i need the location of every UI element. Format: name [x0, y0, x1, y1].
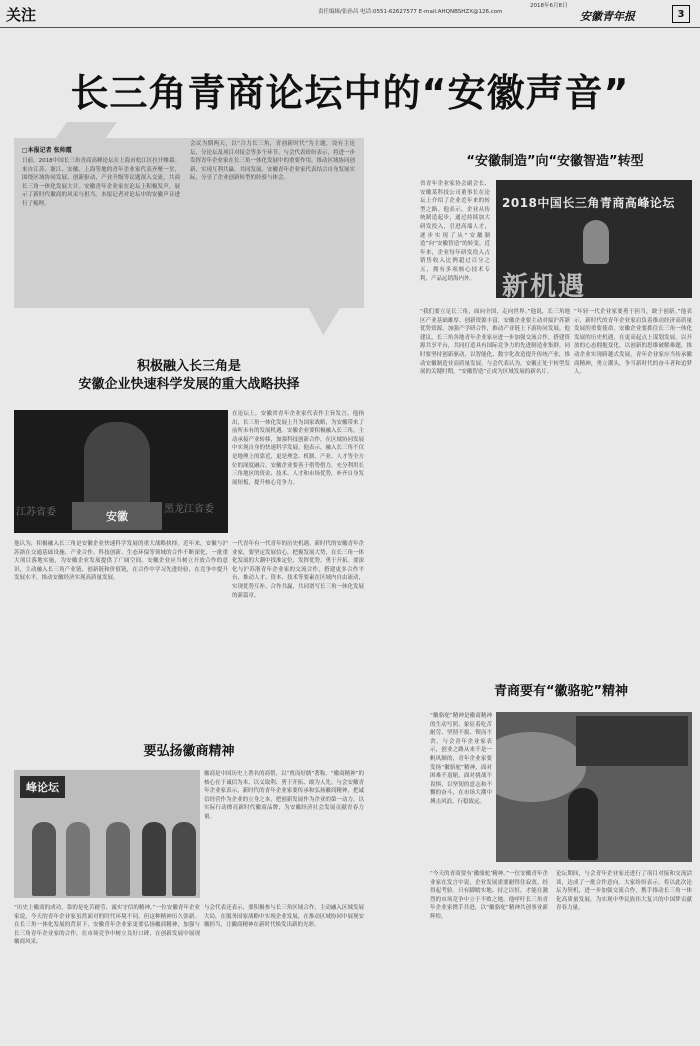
speaker-figure	[583, 220, 609, 264]
section4-text-bottom-left: “今天的青商要有‘徽骆驼’精神。”一位安徽青年企业家在发言中说，企业发展需要耐得住寂寞、经得起考验。只有脚踏实地、持之以恒，才能在激烈的市场竞争中立于不败之地。他呼吁长三角青年企业家携手并进，以“徽骆驼”精神共创事业新辉煌。	[430, 871, 548, 920]
background-sign	[576, 716, 688, 766]
speaker-figure	[84, 422, 150, 508]
photo-banner-text: 2018中国长三角青商高峰论坛	[502, 196, 675, 210]
section3-heading: 要弘扬徽商精神	[143, 744, 235, 759]
section3-text-right-of-photo: 徽商是中国历史上著名的商帮，以“贾而好儒”著称。“徽商精神”的核心在于诚信为本、以义取利、勇于开拓、敢为人先。与会安徽青年企业家表示，新时代的青年企业家要传承和弘扬徽商精神，把诚信经营作为企业的立身之本，把创新发展作为企业的第一动力，以实际行动擦亮新时代徽商品牌，为安徽经济社会发展贡献青春力量。	[204, 771, 364, 820]
masthead: 安徽青年报	[580, 10, 635, 23]
editor-line: 责任编辑/张孙昌 电话:0551-62627577 E-mail:AHQNBSHZX@126.com	[318, 9, 503, 15]
delegate-figure	[142, 822, 166, 896]
delegate-figure	[66, 822, 90, 896]
delegate-figure	[32, 822, 56, 896]
section2-text-right-lower: 一代青年有一代青年的历史机遇。新时代的安徽青年企业家，要坚定发展信心，把握发展大势，在长三角一体化发展的大潮中找准定位，发挥优势，勇于开拓。要深化与沪苏浙青年企业家的交流合作，搭建更多合作平台，推动人才、资本、技术等要素在区域内自由流动，实现优势互补、合作共赢，共同谱写长三角一体化发展的新篇章。	[232, 541, 364, 599]
section2-heading-line2: 安徽企业快速科学发展的重大战略抉择	[78, 377, 300, 392]
section4-heading: 青商要有“徽骆驼”精神	[493, 684, 629, 699]
speaker-podium-photo	[14, 410, 228, 533]
section3-text-below-photo: “历史上徽商的成功，靠的是吃苦耐劳、诚实守信的精神。”一位安徽青年企业家说，今天的青年企业家虽然面对的时代环境不同，但这种精神历久弥新。在长三角一体化发展的背景下，安徽青年企业家更要弘扬徽商精神，加强与长三角青年企业家的合作，在市场竞争中树立良好口碑，在创新发展中展现徽商风采。	[14, 905, 200, 946]
section1-text-bottom: “我们要立足长三角，面向全国，走向世界。”他说，长三角地区产业基础雄厚、创新资源丰富，安徽企业要主动对接沪苏浙优势资源，加强产学研合作，推动产业链上下游协同发展。他建议，长三角各地青年企业家应进一步加强交流合作，搭建资源共享平台，共同打造具有国际竞争力的先进制造业集群。同时要坚持创新驱动，以智能化、数字化改造提升传统产业，推动安徽制造业高质量发展。与会代表认为，安徽正处于转型发展的关键时期，“安徽智造”正成为区域发展的新名片。	[420, 309, 570, 376]
main-title: 长三角青商论坛中的“安徽声音”	[70, 71, 630, 115]
delegate-figure	[106, 822, 130, 896]
section1-heading: “安徽制造”向“安徽智造”转型	[466, 154, 644, 169]
photo-sign-left: 江苏省委	[16, 507, 56, 518]
date-line: 2018年6月8日	[530, 3, 568, 9]
section2-heading-line1: 积极融入长三角是	[136, 359, 241, 374]
section4-text-left: “徽骆驼”精神是徽商精神的生动写照，象征着吃苦耐劳、坚韧不拔、锲而不舍。与会青年企业家表示，创业之路从来不是一帆风顺的，青年企业家要发扬“徽骆驼”精神，面对困难不退缩，面对挑战不畏惧，以坚韧的意志和不懈的奋斗，在市场大潮中搏击风浪、行稳致远。	[430, 713, 492, 805]
section1-text-right: “年轻一代企业家要勇于担当，敢于创新。”他表示，新时代的青年企业家肩负着推动经济高质量发展的重要使命。安徽企业要抓住长三角一体化发展的历史机遇，在更高起点上谋划发展，以开放的心态拥抱变化，以创新的思维破解难题，推动企业实现跨越式发展。青年企业家应当传承徽商精神，勇立潮头，争当新时代的奋斗者和追梦人。	[574, 309, 692, 376]
podium-label: 安徽	[72, 502, 162, 530]
intro-col-1: 日前，2018中国长三角青商高峰论坛在上海市松江区拉开帷幕。来自江苏、浙江、安徽、上海等地的青年企业家代表齐聚一堂，围绕区域协同发展、创新驱动、产业升级等议题深入交流，共商长三角一体化发展大计。安徽青年企业家在论坛上积极发声，展示了新时代徽商的风采与担当。本报记者对论坛中的安徽声音进行了梳理。	[22, 158, 180, 207]
delegate-figure	[172, 822, 196, 896]
section4-text-bottom-right: 论坛期间，与会青年企业家还进行了项目对接和交流洽谈，达成了一批合作意向。大家纷纷表示，将以此次论坛为契机，进一步加强交流合作，携手推动长三角一体化高质量发展，为实现中华民族伟大复兴的中国梦贡献青春力量。	[556, 871, 692, 912]
entrepreneur-figure	[568, 788, 598, 860]
page-header	[0, 0, 700, 28]
photo-sign: 峰论坛	[20, 776, 65, 798]
masthead-logo: 3	[672, 5, 690, 23]
photo-slogan: 新机遇	[502, 272, 587, 298]
photo-sign-right: 黑龙江省委	[164, 504, 214, 515]
section2-text-below-photo: 他认为，积极融入长三角是安徽企业快速科学发展的重大战略抉择。近年来，安徽与沪苏浙在交通基础设施、产业合作、科技创新、生态环保等领域的合作不断深化，一批重大项目落地实施，为安徽企业发展提供了广阔空间。安徽企业应当树立开放合作的意识，主动融入长三角产业链、创新链和价值链，在合作中学习先进经验，在竞争中提升发展水平，推动安徽经济实现高质量发展。	[14, 541, 228, 582]
delegates-photo	[14, 770, 200, 898]
section-tag: 关注	[6, 6, 37, 24]
section3-text-right-lower: 与会代表还表示，要积极参与长三角区域合作，主动融入区域发展大局，在服务国家战略中实现企业发展，在推动区域协同中展现安徽担当，让徽商精神在新时代焕发出新的光彩。	[204, 905, 364, 929]
intro-col-2: 会议为期两天，以“合力长三角，青创新时代”为主题，设有主论坛、分论坛及项目对接会等多个环节。与会代表纷纷表示，将进一步发挥青年企业家在长三角一体化发展中的重要作用，推动区域协同创新，实现互利共赢、共同发展。安徽青年企业家代表结合自身发展实际，分享了企业创新转型的经验与体会。	[190, 141, 355, 182]
section2-text-right-of-photo: 在论坛上，安徽省青年企业家代表作主旨发言。他指出，长三角一体化发展上升为国家战略，为安徽带来了前所未有的发展机遇。安徽企业要积极融入长三角，主动承接产业转移，加强科技创新合作，在区域协同发展中实现自身的快速科学发展。他表示，融入长三角不仅是地理上的靠近，更是理念、机制、产业、人才等全方位的深度融合。安徽企业要善于借势借力，充分利用长三角地区的资金、技术、人才和市场优势，补齐自身发展短板，提升核心竞争力。	[232, 411, 364, 486]
section1-text-left: 省青年企业家协会副会长、安徽某科技公司董事长在论坛上介绍了企业近年来的转型之路。他表示，企业从传统制造起步，通过持续加大研发投入，引进高端人才，逐步实现了从“安徽制造”向“安徽智造”的转变。近年来，企业每年研发投入占销售收入比例超过百分之五，拥有多项核心技术专利，产品远销海内外。	[420, 181, 490, 282]
intro-byline: □本报记者 张帅霞	[22, 147, 72, 154]
entrepreneur-photo	[496, 712, 692, 862]
forum-stage-photo	[496, 180, 692, 298]
